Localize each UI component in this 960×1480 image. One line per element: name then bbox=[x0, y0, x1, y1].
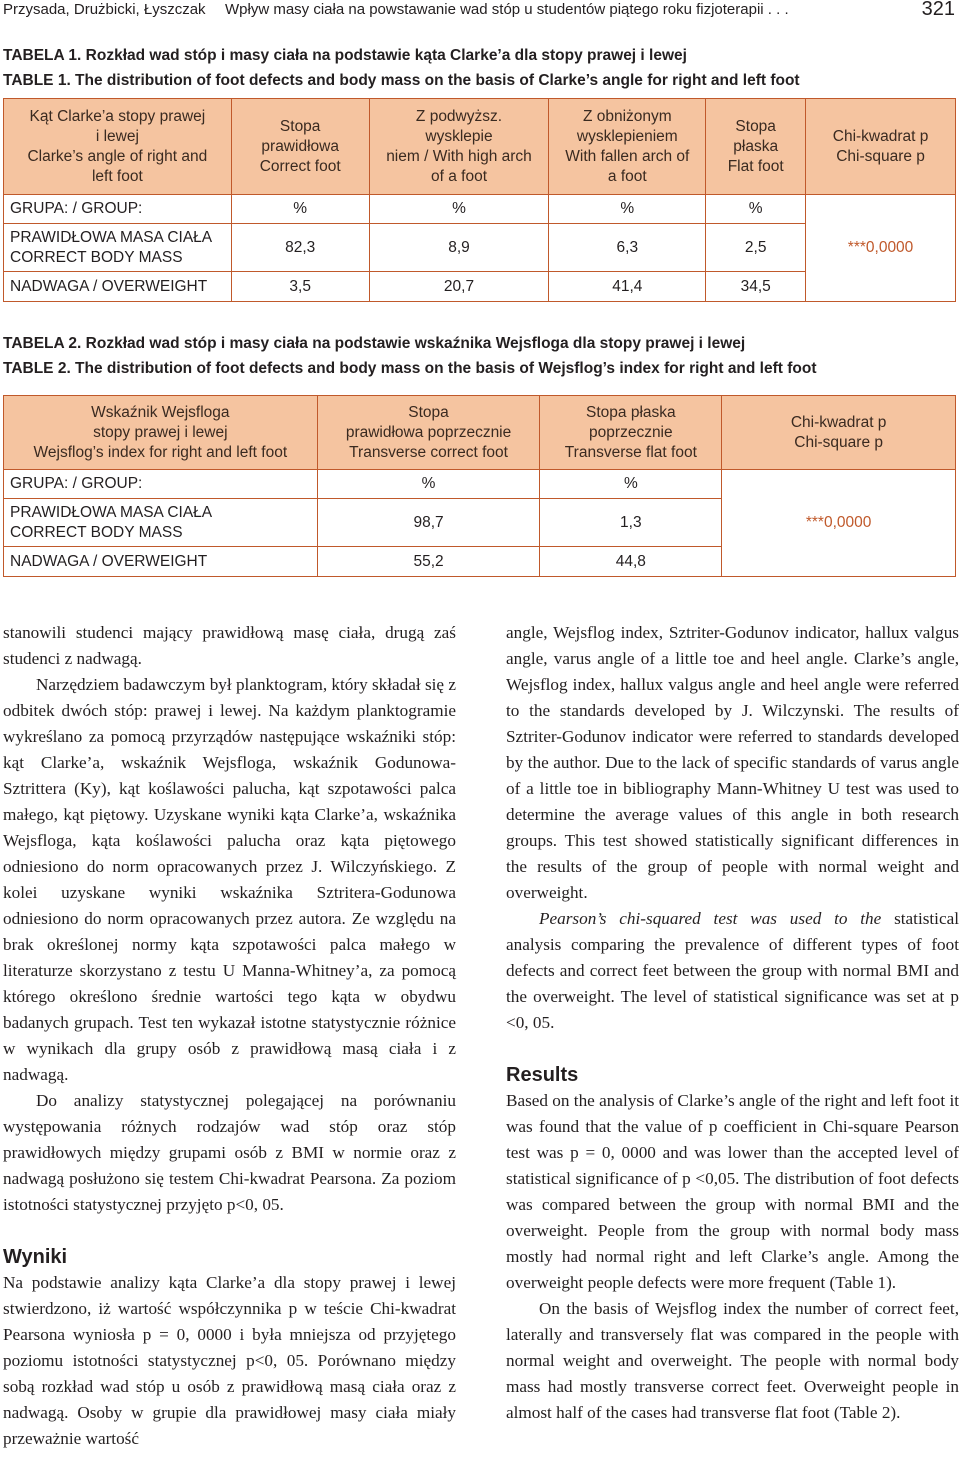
table1-caption-pl: TABELA 1. Rozkład wad stóp i masy ciała na podstawie kąta Clarke’a dla stopy prawej i lewej bbox=[3, 47, 687, 64]
table2-cell: 44,8 bbox=[540, 547, 722, 577]
table1-row-label bbox=[4, 224, 232, 272]
table1-group-pct: % bbox=[231, 195, 369, 224]
table1-cell: 41,4 bbox=[549, 272, 706, 302]
left-paragraph: Do analizy statystycznej polegającej na porównaniu występowania różnych rodzajów wad stóp oraz stóp prawidłowych między grupami osób z BMI w normie oraz z nadwagą posłużono się testem Chi-kwadrat Pearsona. Za poziom istotności statystycznej przyjęto p<0, 05. bbox=[3, 1091, 456, 1214]
italic-phrase: Pearson’s chi-squared test was used to the bbox=[539, 909, 882, 928]
header-line: Correct foot bbox=[259, 157, 341, 175]
header-line: Stopa bbox=[735, 117, 776, 135]
table2-group-pct: % bbox=[540, 470, 722, 499]
table2-row-label: NADWAGA / OVERWEIGHT bbox=[4, 547, 318, 577]
header-line: płaska bbox=[733, 137, 779, 155]
table2-group-pct: % bbox=[317, 470, 540, 499]
right-paragraph: On the basis of Wejsflog index the number of correct feet, laterally and transversely flat was compared in the people with normal weight and overweight. The people with normal body mass had mostly transverse correct feet. Overweight people in almost half of the cases had transverse flat foot (Table 2). bbox=[506, 1299, 959, 1422]
table2-group-label: GRUPA: / GROUP: bbox=[4, 470, 318, 499]
header-line: Transverse flat foot bbox=[564, 443, 697, 461]
table1-group-pct: % bbox=[549, 195, 706, 224]
table2-header-transverse-flat bbox=[540, 396, 722, 470]
header-line: With fallen arch of bbox=[565, 147, 690, 165]
table1-cell: 82,3 bbox=[231, 224, 369, 272]
table1-cell: 34,5 bbox=[706, 272, 806, 302]
table1-group-row bbox=[4, 195, 956, 224]
running-head-authors: Przysada, Drużbicki, Łyszczak bbox=[3, 1, 206, 18]
header-line: wysklepieniem bbox=[576, 127, 678, 145]
right-paragraph bbox=[506, 906, 959, 1036]
table2-header-chi bbox=[722, 396, 956, 470]
header-line: prawidłowa bbox=[261, 137, 339, 155]
table1-row-label: NADWAGA / OVERWEIGHT bbox=[4, 272, 232, 302]
header-line: Transverse correct foot bbox=[349, 443, 508, 461]
header-line: Chi-square p bbox=[794, 433, 883, 451]
table1-header-clarke bbox=[4, 99, 232, 195]
table1-cell: 3,5 bbox=[231, 272, 369, 302]
header-line: of a foot bbox=[430, 167, 487, 185]
table2-header-wejsflog bbox=[4, 396, 318, 470]
paragraph-text: statistical analysis comparing the prevalence of different types of foot defects and correct feet between the group with normal BMI and the overweight. The level of statistical significance was set at p <0, 05. bbox=[506, 909, 959, 1032]
table1-cell: 6,3 bbox=[549, 224, 706, 272]
table1-chi-value: ***0,0000 bbox=[806, 195, 956, 302]
row-label-line: PRAWIDŁOWA MASA CIAŁA bbox=[10, 228, 213, 246]
header-line: poprzecznie bbox=[589, 423, 673, 441]
running-head bbox=[3, 0, 955, 22]
left-paragraph: Narzędziem badawczym był planktogram, który składał się z odbitek dwóch stóp: prawej i lewej. Na każdym planktogramie wykreślano za pomocą przyrządów następujące wskaźniki stóp: kąt Clarke’a, wskaźnik Wejsfloga, wskaźnik Godunowa-Sztrittera (Ky), kąt koślawości palucha, kąt szpotawości palca małego, kąt piętowy. Uzyskane wyniki kąta Clarke’a, wskaźnika Wejsfloga, kąta koślawości palucha oraz kąta piętowego odniesiono do norm opracowanych przez J. Wilczyńskiego. Z kolei uzyskane wyniki wskaźnika Sztritera-Godunowa odniesiono do norm opracowanych przez autora. Ze względu na brak określonej normy kąta szpotawości palca małego w literaturze skorzystano z testu U Manna-Whitney’a, za pomocą którego określono średnie wartości tego kąta w obydwu badanych grupach. Test ten wykazał istotne statystycznie różnice w wynikach dla grupy osób z prawidłową masą ciała i z nadwagą. bbox=[3, 675, 456, 1084]
right-paragraph: angle, Wejsflog index, Sztriter-Godunov indicator, hallux valgus angle, varus angle of a little toe and heel angle. Clarke’s angle, Wejsflog index, hallux valgus angle and heel angle were referred to the standards developed by J. Wilczynski. The results of Sztriter-Godunov indicator were referred to standards developed by the author. Due to the lack of specific standards of varus angle of a little toe in bibliography Mann-Whitney U test was used to determine the average values of this angle in both research groups. This test showed statistically significant differences in the results of the group of people with normal weight and overweight. bbox=[506, 623, 959, 902]
table2-cell: 1,3 bbox=[540, 499, 722, 547]
left-column bbox=[3, 620, 456, 1452]
table1-header-flat bbox=[706, 99, 806, 195]
left-paragraph: Na podstawie analizy kąta Clarke’a dla stopy prawej i lewej stwierdzono, iż wartość współczynnika p w teście Chi-kwadrat Pearsona wyniosła p = 0, 0000 i była mniejsza od przyjętego poziomu istotności statystycznej p<0, 05. Porównano między sobą rozkład wad stóp u osób z prawidłową masą ciała oraz z nadwagą. Osoby w grupie dla prawidłowej masy ciała miały przeważnie wartość bbox=[3, 1273, 456, 1448]
header-line: Chi-kwadrat p bbox=[790, 413, 887, 431]
right-paragraph: Based on the analysis of Clarke’s angle of the right and left foot it was found that the value of p coefficient in Chi-square Pearson test was p = 0, 0000 and was lower than the accepted level of statistical significance of p <0,05. The distribution of foot defects was compared between the group with normal BMI and the overweight. People from the group with normal body mass mostly had normal right and left Clarke’s angle. Among the overweight people defects were more frequent (Table 1). bbox=[506, 1091, 959, 1292]
section-heading-results: Results bbox=[506, 1064, 579, 1086]
header-line: Z obniżonym bbox=[582, 107, 672, 125]
table2-caption-en: TABLE 2. The distribution of foot defects and body mass on the basis of Wejsflog’s index for right and left foot bbox=[3, 360, 817, 377]
table1-cell: 20,7 bbox=[369, 272, 549, 302]
table1-header-correct bbox=[231, 99, 369, 195]
running-head-title: Wpływ masy ciała na powstawanie wad stóp u studentów piątego roku fizjoterapii . . . bbox=[225, 1, 789, 18]
header-line: Chi-square p bbox=[836, 147, 925, 165]
table2-row-label bbox=[4, 499, 318, 547]
row-label-line: CORRECT BODY MASS bbox=[10, 523, 183, 541]
table1-cell: 8,9 bbox=[369, 224, 549, 272]
table1-group-pct: % bbox=[706, 195, 806, 224]
table1-cell: 2,5 bbox=[706, 224, 806, 272]
table1-header-fallen-arch bbox=[549, 99, 706, 195]
header-line: Kąt Clarke’a stopy prawej bbox=[29, 107, 206, 125]
header-line: Chi-kwadrat p bbox=[832, 127, 929, 145]
table2-cell: 98,7 bbox=[317, 499, 540, 547]
header-line: niem / With high arch bbox=[386, 147, 532, 165]
header-line: Stopa bbox=[408, 403, 449, 421]
table1-group-pct: % bbox=[369, 195, 549, 224]
header-line: Stopa bbox=[279, 117, 321, 135]
table1-caption-en: TABLE 1. The distribution of foot defects and body mass on the basis of Clarke’s angle for right and left foot bbox=[3, 72, 800, 89]
table1-header-row bbox=[4, 99, 956, 195]
header-line: Stopa płaska bbox=[586, 403, 676, 421]
header-line: Z podwyższ. bbox=[415, 107, 503, 125]
table2-chi-value: ***0,0000 bbox=[722, 470, 956, 577]
header-line: a foot bbox=[607, 167, 647, 185]
header-line: Clarke’s angle of right and bbox=[27, 147, 208, 165]
table2 bbox=[3, 395, 956, 577]
table1-header-high-arch bbox=[369, 99, 549, 195]
table2-header-row bbox=[4, 396, 956, 470]
table1-header-chi bbox=[806, 99, 956, 195]
table1-group-label: GRUPA: / GROUP: bbox=[4, 195, 232, 224]
table2-cell: 55,2 bbox=[317, 547, 540, 577]
row-label-line: CORRECT BODY MASS bbox=[10, 248, 183, 266]
row-label-line: PRAWIDŁOWA MASA CIAŁA bbox=[10, 503, 213, 521]
header-line: left foot bbox=[91, 167, 143, 185]
header-line: prawidłowa poprzecznie bbox=[345, 423, 512, 441]
header-line: Wskaźnik Wejsfloga bbox=[91, 403, 230, 421]
header-line: i lewej bbox=[95, 127, 139, 145]
table2-header-transverse-correct bbox=[317, 396, 540, 470]
header-line: wysklepie bbox=[425, 127, 493, 145]
table2-group-row bbox=[4, 470, 956, 499]
right-column bbox=[506, 620, 959, 1426]
header-line: Flat foot bbox=[727, 157, 784, 175]
table1 bbox=[3, 98, 956, 302]
header-line: Wejsflog’s index for right and left foot bbox=[33, 443, 288, 461]
section-heading-wyniki: Wyniki bbox=[3, 1246, 68, 1268]
left-paragraph: stanowili studenci mający prawidłową masę ciała, drugą zaś studenci z nadwagą. bbox=[3, 623, 456, 668]
header-line: stopy prawej i lewej bbox=[93, 423, 228, 441]
page-number: 321 bbox=[921, 0, 955, 20]
table2-caption-pl: TABELA 2. Rozkład wad stóp i masy ciała na podstawie wskaźnika Wejsfloga dla stopy prawej i lewej bbox=[3, 335, 746, 352]
